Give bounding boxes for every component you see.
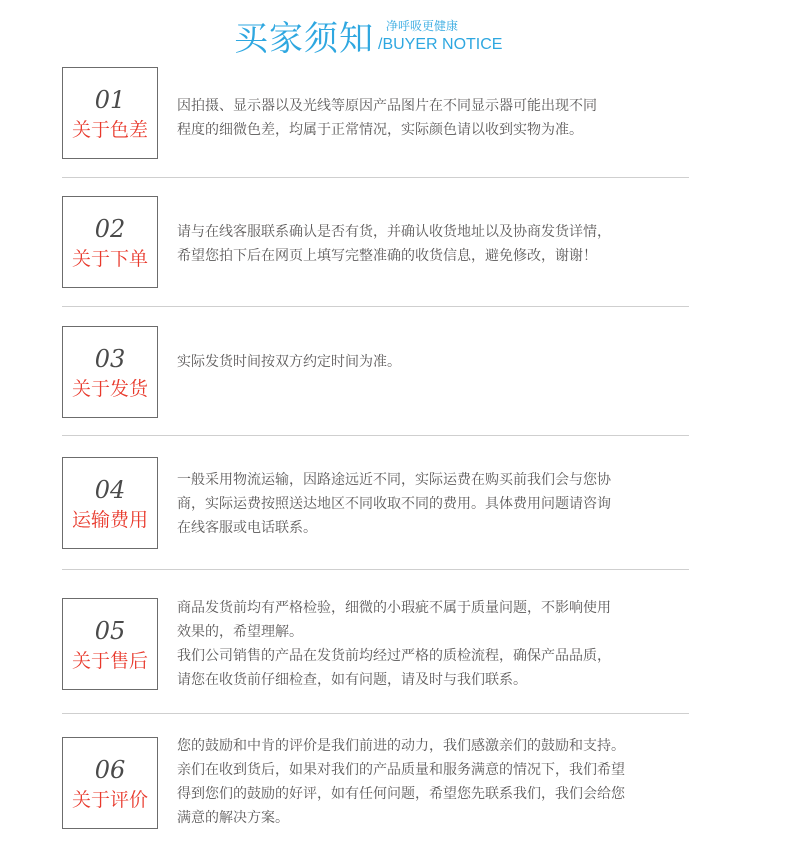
notice-number: 02 bbox=[94, 215, 126, 243]
notice-text-line: 因拍摄、显示器以及光线等原因产品图片在不同显示器可能出现不同 bbox=[177, 98, 597, 114]
notice-text-line: 请与在线客服联系确认是否有货，并确认收货地址以及协商发货详情， bbox=[177, 224, 611, 240]
notice-number: 05 bbox=[94, 617, 126, 645]
notice-number: 01 bbox=[94, 86, 126, 114]
notice-text-line: 商品发货前均有严格检验，细微的小瑕疵不属于质量问题，不影响使用 bbox=[177, 600, 611, 616]
notice-text-line: 商，实际运费按照送达地区不同收取不同的费用。具体费用问题请咨询 bbox=[177, 496, 611, 512]
divider bbox=[62, 306, 689, 307]
notice-badge bbox=[62, 326, 158, 418]
notice-label: 关于评价 bbox=[71, 789, 148, 811]
divider bbox=[62, 569, 689, 570]
notice-label: 关于下单 bbox=[71, 248, 148, 270]
notice-text-line: 效果的，希望理解。 bbox=[177, 624, 303, 640]
notice-number: 06 bbox=[94, 756, 126, 784]
notice-text-line: 一般采用物流运输，因路途远近不同，实际运费在购买前我们会与您协 bbox=[177, 472, 611, 488]
notice-label: 关于售后 bbox=[71, 650, 148, 672]
notice-text-line: 满意的解决方案。 bbox=[177, 810, 289, 826]
divider bbox=[62, 177, 689, 178]
notice-badge bbox=[62, 737, 158, 829]
notice-number: 04 bbox=[94, 476, 126, 504]
page-title-english: /BUYER NOTICE bbox=[378, 36, 503, 53]
notice-text-line: 实际发货时间按双方约定时间为准。 bbox=[177, 354, 401, 370]
page-title: 买家须知 bbox=[234, 19, 374, 59]
notice-text-line: 亲们在收到货后，如果对我们的产品质量和服务满意的情况下，我们希望 bbox=[177, 762, 625, 778]
notice-body bbox=[177, 350, 737, 374]
notice-badge bbox=[62, 196, 158, 288]
notice-badge bbox=[62, 457, 158, 549]
notice-body bbox=[177, 468, 737, 540]
notice-body bbox=[177, 94, 737, 142]
notice-body bbox=[177, 220, 737, 268]
notice-text-line: 得到您们的鼓励的好评，如有任何问题，希望您先联系我们，我们会给您 bbox=[177, 786, 625, 802]
notice-body bbox=[177, 734, 737, 830]
notice-badge bbox=[62, 67, 158, 159]
notice-text-line: 程度的细微色差，均属于正常情况，实际颜色请以收到实物为准。 bbox=[177, 122, 583, 138]
notice-label: 运输费用 bbox=[71, 509, 148, 531]
notice-text-line: 我们公司销售的产品在发货前均经过严格的质检流程，确保产品品质， bbox=[177, 648, 611, 664]
notice-number: 03 bbox=[94, 345, 126, 373]
notice-label: 关于发货 bbox=[71, 378, 148, 400]
notice-text-line: 希望您拍下后在网页上填写完整准确的收货信息，避免修改，谢谢！ bbox=[177, 248, 597, 264]
notice-badge bbox=[62, 598, 158, 690]
notice-body bbox=[177, 596, 737, 692]
notice-text-line: 请您在收货前仔细检查，如有问题，请及时与我们联系。 bbox=[177, 672, 527, 688]
notice-text-line: 在线客服或电话联系。 bbox=[177, 520, 317, 536]
divider bbox=[62, 713, 689, 714]
divider bbox=[62, 435, 689, 436]
notice-text-line: 您的鼓励和中肯的评价是我们前进的动力，我们感激亲们的鼓励和支持。 bbox=[177, 738, 625, 754]
page-subtitle: 净呼吸更健康 bbox=[386, 19, 459, 33]
notice-label: 关于色差 bbox=[71, 119, 148, 141]
